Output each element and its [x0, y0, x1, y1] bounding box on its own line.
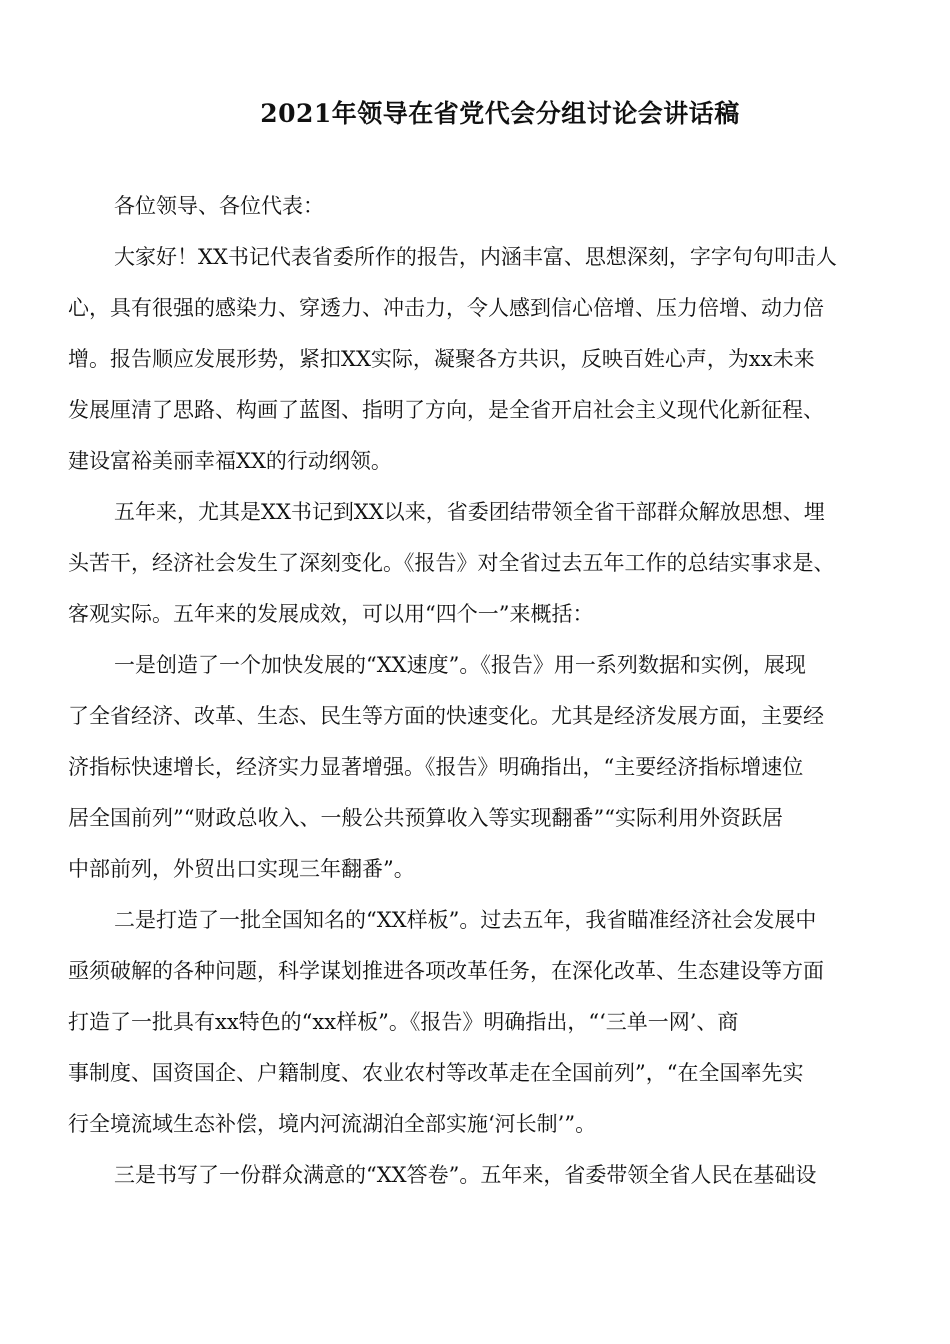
paragraph-line: 亟须破解的各种问题，科学谋划推进各项改革任务，在深化改革、生态建设等方面	[68, 959, 824, 983]
paragraph-line: 各位领导、各位代表：	[114, 194, 324, 218]
paragraph-line: 建设富裕美丽幸福XX的行动纲领。	[68, 449, 392, 473]
paragraph-line: 增。报告顺应发展形势，紧扣XX实际，凝聚各方共识，反映百姓心声，为xx未来	[68, 347, 815, 371]
paragraph-line: 心，具有很强的感染力、穿透力、冲击力，令人感到信心倍增、压力倍增、动力倍	[68, 296, 824, 320]
paragraph-line: 居全国前列”“财政总收入、一般公共预算收入等实现翻番”“实际利用外资跃居	[68, 806, 783, 830]
paragraph-line: 发展厘清了思路、构画了蓝图、指明了方向，是全省开启社会主义现代化新征程、	[68, 398, 824, 422]
paragraph-line: 济指标快速增长，经济实力显著增强。《报告》明确指出，“主要经济指标增速位	[68, 755, 804, 779]
paragraph-line: 三是书写了一份群众满意的“XX答卷”。五年来，省委带领全省人民在基础设	[114, 1163, 817, 1187]
paragraph-line: 中部前列，外贸出口实现三年翻番”。	[68, 857, 415, 881]
paragraph-line: 头苦干，经济社会发生了深刻变化。《报告》对全省过去五年工作的总结实事求是、	[68, 551, 835, 575]
paragraph-line: 五年来，尤其是XX书记到XX以来，省委团结带领全省干部群众解放思想、埋	[114, 500, 825, 524]
paragraph-line: 二是打造了一批全国知名的“XX样板”。过去五年，我省瞄准经济社会发展中	[114, 908, 817, 932]
document-body	[68, 181, 888, 1201]
paragraph-line: 事制度、国资国企、户籍制度、农业农村等改革走在全国前列”，“在全国率先实	[68, 1061, 804, 1085]
paragraph-line: 打造了一批具有xx特色的“xx样板”。《报告》明确指出，“‘三单一网’、商	[68, 1010, 739, 1034]
paragraph-line: 行全境流域生态补偿，境内河流湖泊全部实施‘河长制’”。	[68, 1112, 597, 1136]
document-title: 2021年领导在省党代会分组讨论会讲话稿	[260, 99, 740, 128]
paragraph-line: 客观实际。五年来的发展成效，可以用“四个一”来概括：	[68, 602, 594, 626]
paragraph-line: 了全省经济、改革、生态、民生等方面的快速变化。尤其是经济发展方面，主要经	[68, 704, 824, 728]
paragraph-line: 大家好！XX书记代表省委所作的报告，内涵丰富、思想深刻，字字句句叩击人	[114, 245, 837, 269]
paragraph-line: 一是创造了一个加快发展的“XX速度”。《报告》用一系列数据和实例，展现	[114, 653, 806, 677]
